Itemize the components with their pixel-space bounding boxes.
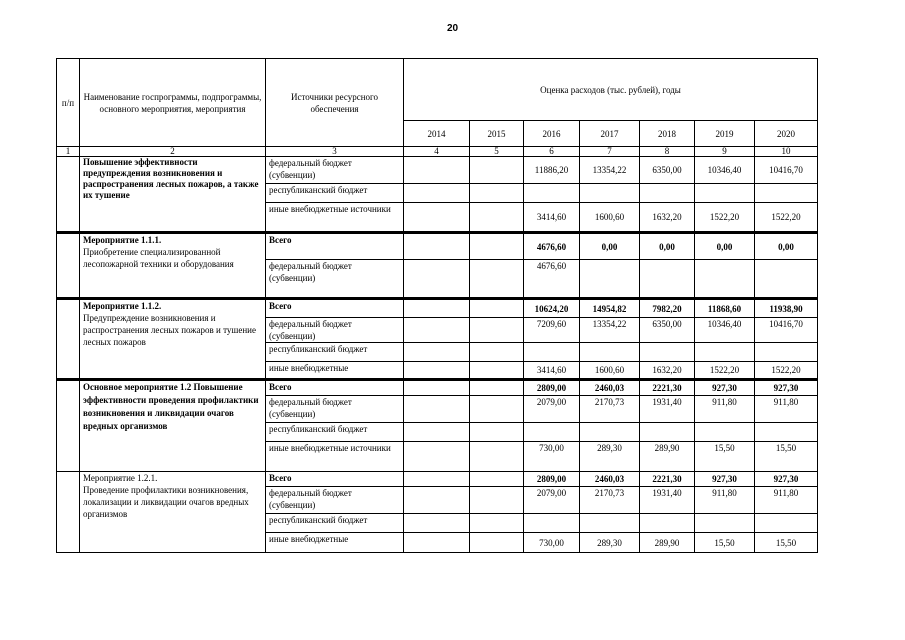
- value-cell: 7982,20: [640, 299, 695, 318]
- value-cell: [470, 362, 524, 380]
- value-cell: 15,50: [755, 533, 818, 553]
- value-cell: 15,50: [695, 442, 755, 472]
- index-cell: 9: [695, 147, 755, 157]
- value-cell: 911,80: [695, 487, 755, 514]
- group-name: Приобретение специализированной лесопожарной техники и оборудования: [83, 247, 234, 269]
- source-cell: иные внебюджетные источники: [266, 203, 404, 233]
- value-cell: [580, 514, 640, 533]
- value-cell: [640, 514, 695, 533]
- value-cell: 289,90: [640, 442, 695, 472]
- value-cell: 10416,70: [755, 318, 818, 343]
- value-cell: 10624,20: [524, 299, 580, 318]
- value-cell: [640, 260, 695, 299]
- index-cell: 3: [266, 147, 404, 157]
- value-cell: 1522,20: [755, 203, 818, 233]
- value-cell: 2079,00: [524, 396, 580, 423]
- value-cell: [404, 514, 470, 533]
- value-cell: 730,00: [524, 533, 580, 553]
- source-cell: федеральный бюджет (субвенции): [266, 157, 404, 184]
- source-cell: федеральный бюджет (субвенции): [266, 396, 404, 423]
- value-cell: 911,80: [755, 396, 818, 423]
- source-cell: иные внебюджетные: [266, 533, 404, 553]
- value-cell: [470, 299, 524, 318]
- index-cell: 4: [404, 147, 470, 157]
- source-cell: республиканский бюджет: [266, 514, 404, 533]
- value-cell: [404, 487, 470, 514]
- value-cell: [470, 533, 524, 553]
- value-cell: [470, 203, 524, 233]
- row-number-cell: [57, 233, 80, 299]
- value-cell: [470, 343, 524, 362]
- index-cell: 10: [755, 147, 818, 157]
- value-cell: 15,50: [695, 533, 755, 553]
- budget-table: [56, 58, 818, 553]
- group-title: Мероприятие 1.1.2.: [83, 301, 162, 311]
- value-cell: [470, 442, 524, 472]
- value-cell: [695, 423, 755, 442]
- source-cell: федеральный бюджет (субвенции): [266, 487, 404, 514]
- value-cell: [404, 343, 470, 362]
- value-cell: 6350,00: [640, 318, 695, 343]
- value-cell: 911,80: [695, 396, 755, 423]
- value-cell: 1522,20: [695, 203, 755, 233]
- value-cell: [404, 318, 470, 343]
- value-cell: [580, 184, 640, 203]
- index-cell: 5: [470, 147, 524, 157]
- value-cell: [404, 362, 470, 380]
- value-cell: 2170,73: [580, 487, 640, 514]
- value-cell: [524, 423, 580, 442]
- value-cell: [470, 423, 524, 442]
- header-costs: Оценка расходов (тыс. рублей), годы: [404, 59, 818, 121]
- source-cell: республиканский бюджет: [266, 343, 404, 362]
- value-cell: [404, 184, 470, 203]
- value-cell: 11938,90: [755, 299, 818, 318]
- value-cell: 10346,40: [695, 157, 755, 184]
- value-cell: [580, 260, 640, 299]
- value-cell: 730,00: [524, 442, 580, 472]
- header-np: п/п: [57, 59, 80, 147]
- value-cell: 6350,00: [640, 157, 695, 184]
- value-cell: [470, 184, 524, 203]
- value-cell: 1600,60: [580, 362, 640, 380]
- value-cell: 0,00: [580, 233, 640, 260]
- index-cell: 8: [640, 147, 695, 157]
- value-cell: [695, 184, 755, 203]
- value-cell: [755, 343, 818, 362]
- value-cell: 927,30: [695, 380, 755, 396]
- value-cell: [470, 260, 524, 299]
- value-cell: [470, 514, 524, 533]
- source-cell: иные внебюджетные: [266, 362, 404, 380]
- row-number-cell: [57, 380, 80, 472]
- value-cell: [404, 233, 470, 260]
- value-cell: 4676,60: [524, 260, 580, 299]
- value-cell: [695, 343, 755, 362]
- value-cell: 13354,22: [580, 318, 640, 343]
- row-number-cell: [57, 157, 80, 233]
- source-cell: Всего: [266, 299, 404, 318]
- value-cell: 1522,20: [695, 362, 755, 380]
- header-name: Наименование госпрограммы, подпрограммы, основного мероприятия, мероприятия: [80, 59, 266, 147]
- value-cell: [404, 533, 470, 553]
- value-cell: 2221,30: [640, 472, 695, 487]
- value-cell: 10416,70: [755, 157, 818, 184]
- value-cell: [470, 157, 524, 184]
- value-cell: 2809,00: [524, 380, 580, 396]
- value-cell: [470, 233, 524, 260]
- source-cell: федеральный бюджет (субвенции): [266, 318, 404, 343]
- value-cell: 2809,00: [524, 472, 580, 487]
- value-cell: [640, 343, 695, 362]
- value-cell: [755, 184, 818, 203]
- value-cell: [695, 514, 755, 533]
- index-cell: 6: [524, 147, 580, 157]
- value-cell: 1931,40: [640, 487, 695, 514]
- index-cell: 2: [80, 147, 266, 157]
- value-cell: 289,30: [580, 442, 640, 472]
- value-cell: 2460,03: [580, 472, 640, 487]
- value-cell: [470, 487, 524, 514]
- value-cell: [524, 514, 580, 533]
- value-cell: [524, 184, 580, 203]
- value-cell: [755, 423, 818, 442]
- value-cell: 1931,40: [640, 396, 695, 423]
- value-cell: 11868,60: [695, 299, 755, 318]
- value-cell: [404, 423, 470, 442]
- header-source: Источники ресурсного обеспечения: [266, 59, 404, 147]
- value-cell: 2221,30: [640, 380, 695, 396]
- value-cell: [404, 442, 470, 472]
- value-cell: [580, 423, 640, 442]
- value-cell: 1600,60: [580, 203, 640, 233]
- value-cell: [470, 380, 524, 396]
- value-cell: [755, 514, 818, 533]
- row-number-cell: [57, 472, 80, 553]
- header-year: 2015: [470, 121, 524, 147]
- source-cell: федеральный бюджет (субвенции): [266, 260, 404, 299]
- group-name-cell: [80, 233, 266, 299]
- value-cell: 289,90: [640, 533, 695, 553]
- group-name: Основное мероприятие 1.2 Повышение эффективности проведения профилактики возникновения и ликвидации очагов вредных организмов: [80, 380, 266, 472]
- value-cell: [580, 343, 640, 362]
- value-cell: 15,50: [755, 442, 818, 472]
- value-cell: [404, 260, 470, 299]
- value-cell: [470, 396, 524, 423]
- value-cell: 11886,20: [524, 157, 580, 184]
- header-year: 2017: [580, 121, 640, 147]
- value-cell: 0,00: [755, 233, 818, 260]
- value-cell: [640, 184, 695, 203]
- value-cell: 927,30: [755, 472, 818, 487]
- value-cell: 2460,03: [580, 380, 640, 396]
- value-cell: [524, 343, 580, 362]
- value-cell: [695, 260, 755, 299]
- value-cell: 2170,73: [580, 396, 640, 423]
- value-cell: 7209,60: [524, 318, 580, 343]
- value-cell: [404, 472, 470, 487]
- value-cell: 0,00: [640, 233, 695, 260]
- source-cell: республиканский бюджет: [266, 184, 404, 203]
- value-cell: [404, 157, 470, 184]
- header-year: 2019: [695, 121, 755, 147]
- group-name-cell: [80, 299, 266, 380]
- value-cell: 1522,20: [755, 362, 818, 380]
- row-number-cell: [57, 299, 80, 380]
- group-name-cell: [80, 472, 266, 553]
- header-year: 2016: [524, 121, 580, 147]
- header-year: 2014: [404, 121, 470, 147]
- value-cell: 3414,60: [524, 362, 580, 380]
- value-cell: [404, 299, 470, 318]
- group-name: Проведение профилактики возникновения, локализации и ликвидации очагов вредных организмов: [83, 485, 249, 519]
- source-cell: республиканский бюджет: [266, 423, 404, 442]
- value-cell: [404, 396, 470, 423]
- value-cell: [470, 472, 524, 487]
- value-cell: [640, 423, 695, 442]
- header-year: 2018: [640, 121, 695, 147]
- source-cell: Всего: [266, 233, 404, 260]
- value-cell: 3414,60: [524, 203, 580, 233]
- value-cell: 2079,00: [524, 487, 580, 514]
- value-cell: [470, 318, 524, 343]
- page-number: 20: [446, 23, 459, 34]
- value-cell: 10346,40: [695, 318, 755, 343]
- value-cell: 1632,20: [640, 362, 695, 380]
- value-cell: [404, 380, 470, 396]
- value-cell: 927,30: [755, 380, 818, 396]
- value-cell: 289,30: [580, 533, 640, 553]
- value-cell: 0,00: [695, 233, 755, 260]
- header-year: 2020: [755, 121, 818, 147]
- group-title: Мероприятие 1.1.1.: [83, 235, 162, 245]
- value-cell: 4676,60: [524, 233, 580, 260]
- value-cell: 927,30: [695, 472, 755, 487]
- source-cell: Всего: [266, 380, 404, 396]
- value-cell: [755, 260, 818, 299]
- value-cell: [404, 203, 470, 233]
- value-cell: 1632,20: [640, 203, 695, 233]
- group-name: Повышение эффективности предупреждения возникновения и распространения лесных пожаров, а также их тушение: [80, 157, 266, 233]
- value-cell: 911,80: [755, 487, 818, 514]
- source-cell: иные внебюджетные источники: [266, 442, 404, 472]
- value-cell: 13354,22: [580, 157, 640, 184]
- value-cell: 14954,82: [580, 299, 640, 318]
- source-cell: Всего: [266, 472, 404, 487]
- index-cell: 1: [57, 147, 80, 157]
- index-cell: 7: [580, 147, 640, 157]
- group-title: Мероприятие 1.2.1.: [83, 473, 158, 483]
- group-name: Предупреждение возникновения и распространения лесных пожаров и тушение лесных пожаров: [83, 313, 256, 347]
